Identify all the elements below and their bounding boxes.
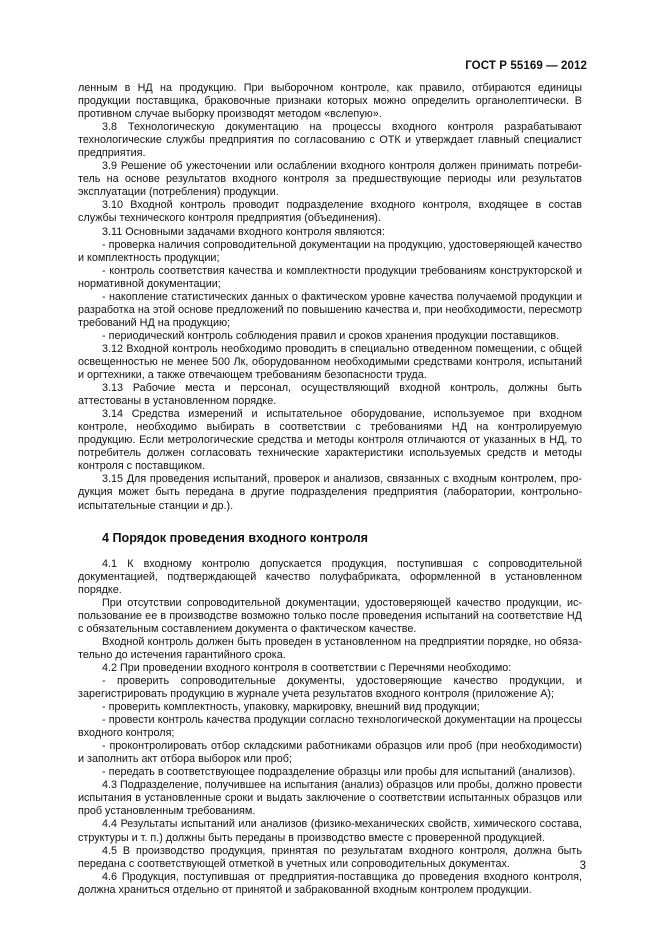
paragraph-3-13: 3.13 Рабочие места и персонал, осуществляющий входной контроль, должны быть аттестованы в установленном порядке. — [78, 382, 582, 408]
paragraph-4-3: 4.3 Подразделение, получившее на испытания (анализ) образцов или пробы, должно провести испытания в установленные сроки и выдать заключение о соответствии испытанных образцов или проб установленным требованиям. — [78, 779, 582, 818]
list-item-3-11-a: - проверка наличия сопроводительной документации на продукцию, удостоверяющей качество и комплектность продукции; — [78, 238, 582, 264]
paragraph-3-12: 3.12 Входной контроль необходимо проводить в специально отведенном помещении, с общей освещенностью не менее 500 Лк, оборудованном необходимыми средствами контроля, испытаний и оргтехники, а также отвечающем требованиям безопасности труда. — [78, 342, 582, 382]
page-number: 3 — [579, 860, 586, 872]
paragraph-continuation: ленным в НД на продукцию. При выборочном контроле, как правило, отбираются единицы продукции поставщика, браковочные признаки которых можно определить органолептически. В противном случае выборку производят методом «вслепую». — [78, 82, 582, 121]
paragraph-3-8: 3.8 Технологическую документацию на процессы входного контроля разрабатывают технологические службы предприятия по согласованию с ОТК и утверждает главный специалист предприятия. — [78, 121, 582, 160]
section-spacer — [78, 546, 582, 558]
paragraph-4-1-no-docs: При отсутствии сопроводительной документации, удостоверяющей качество продукции, использование ее в производстве возможно только после проведения испытаний на соответствие НД с обязательным составлением документа о фактическом качестве. — [78, 596, 582, 635]
list-item-3-11-d: - периодический контроль соблюдения правил и сроков хранения продукции поставщиков. — [102, 329, 560, 342]
paragraph-4-1: 4.1 К входному контролю допускается продукция, поступившая с сопроводительной документацией, подтверждающей качество полуфабриката, оформленной в установленном порядке. — [78, 557, 582, 596]
paragraph-4-4: 4.4 Результаты испытаний или анализов (физико-механических свойств, химического состава, структуры и т. п.) должны быть переданы в производство вместе с проверенной продукцией. — [78, 818, 582, 844]
list-item-4-2-d: - проконтролировать отбор складскими работниками образцов или проб (при необходимости) и заполнить акт отбора выборок или проб; — [78, 740, 582, 766]
paragraph-3-10: 3.10 Входной контроль проводит подразделение входного контроля, входящее в состав службы технического контроля предприятия (объединения). — [78, 199, 582, 225]
paragraph-4-2: 4.2 При проведении входного контроля в соответствии с Перечнями необходимо: — [102, 661, 512, 674]
paragraph-4-5: 4.5 В производство продукция, принятая по результатам входного контроля, должна быть передана с соответствующей отметкой в учетных или сопроводительных документах. — [78, 844, 582, 870]
standard-code-header: ГОСТ Р 55169 — 2012 — [465, 60, 587, 72]
paragraph-3-14: 3.14 Средства измерений и испытательное оборудование, используемое при входном контроле, необходимо выбирать в соответствии с требованиями НД на контролируемую продукцию. Если метрологические средства и методы контроля отличаются от указанных в НД, то потребитель должен согласовать технические характеристики используемых средств и методы контроля с поставщиком. — [78, 408, 582, 473]
paragraph-4-1-deadline: Входной контроль должен быть проведен в установленном на предприятии порядке, но обязательно до истечения гарантийного срока. — [78, 635, 582, 661]
list-item-4-2-a: - проверить сопроводительные документы, удостоверяющие качество продукции, и зарегистрировать продукцию в журнале учета результатов входного контроля (приложение А); — [78, 674, 582, 701]
paragraph-4-6: 4.6 Продукция, поступившая от предприятия-поставщика до проведения входного контроля, должна храниться отдельно от принятой и забракованной входным контролем продукции. — [78, 870, 582, 896]
section-spacer — [78, 513, 582, 531]
list-item-4-2-e: - передать в соответствующее подразделение образцы или пробы для испытаний (анализов). — [102, 766, 576, 779]
list-item-3-11-b: - контроль соответствия качества и комплектности продукции требованиям конструкторской и нормативной документации; — [78, 264, 582, 290]
list-item-3-11-c: - накопление статистических данных о фактическом уровне качества получаемой продукции и разработка на этой основе предложений по повышению качества и, при необходимости, пересмотр требований НД на продукцию; — [78, 290, 582, 329]
paragraph-3-15: 3.15 Для проведения испытаний, проверок и анализов, связанных с входным контролем, продукция может быть передана в другие подразделения предприятия (лаборатории, контрольно-испытательные станции и др.). — [78, 473, 582, 512]
document-body — [78, 82, 582, 897]
list-item-4-2-b: - проверить комплектность, упаковку, маркировку, внешний вид продукции; — [102, 701, 480, 714]
list-item-4-2-c: - провести контроль качества продукции согласно технологической документации на процессы входного контроля; — [78, 714, 582, 740]
paragraph-3-11: 3.11 Основными задачами входного контроля являются: — [102, 225, 385, 238]
paragraph-3-9: 3.9 Решение об ужесточении или ослаблении входного контроля должен принимать потребитель на основе результатов входного контроля за предшествующие периоды или результатов эксплуатации (потребления) продукции. — [78, 160, 582, 199]
section-heading: 4 Порядок проведения входного контроля — [102, 530, 368, 545]
